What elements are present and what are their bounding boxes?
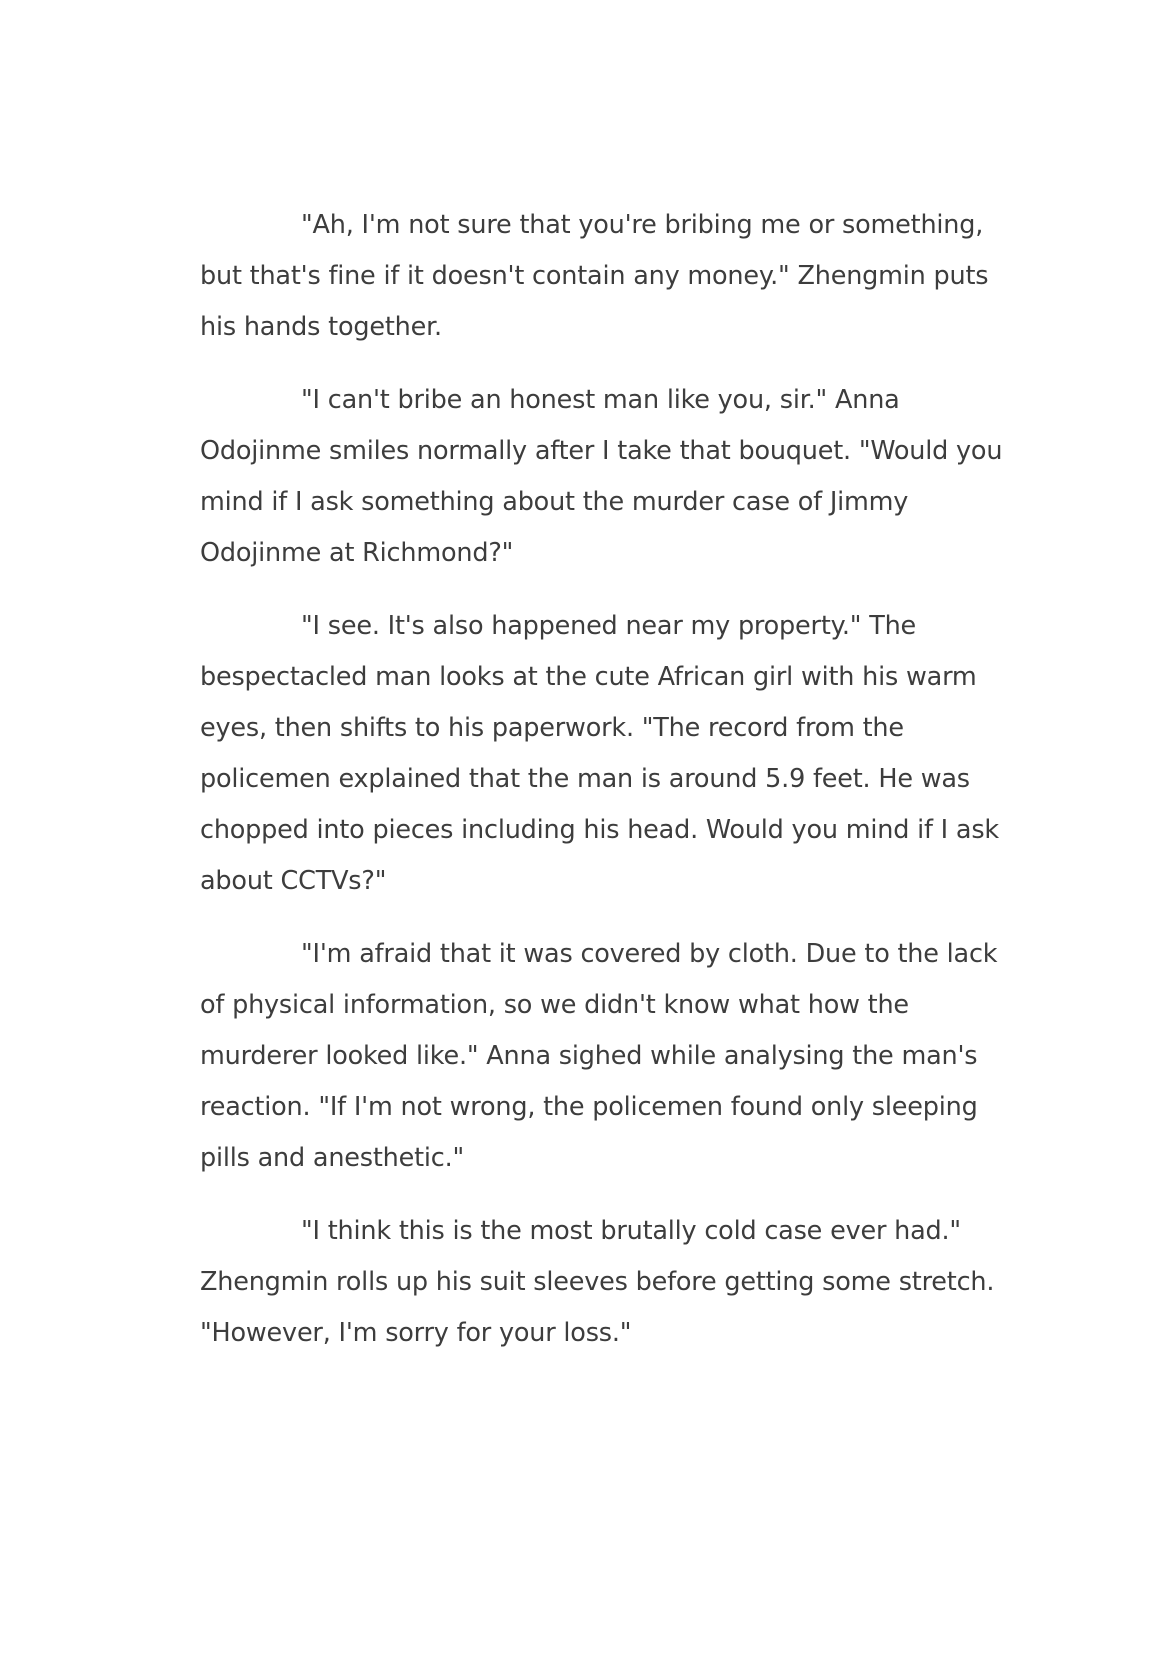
paragraph-line: "Ah, I'm not sure that you're bribing me or something,	[301, 210, 984, 240]
paragraph-line: about CCTVs?"	[200, 866, 387, 896]
paragraph-4	[200, 929, 998, 1184]
paragraph-1	[200, 200, 989, 353]
paragraph-line: reaction. "If I'm not wrong, the policemen found only sleeping	[200, 1092, 978, 1122]
paragraph-line: eyes, then shifts to his paperwork. "The record from the	[200, 713, 904, 743]
paragraph-line: chopped into pieces including his head. Would you mind if I ask	[200, 815, 999, 845]
paragraph-line: "I can't bribe an honest man like you, sir." Anna	[301, 385, 900, 415]
paragraph-line: "I'm afraid that it was covered by cloth. Due to the lack	[301, 939, 998, 969]
paragraph-line: Odojinme smiles normally after I take that bouquet. "Would you	[200, 436, 1003, 466]
paragraph-line: "However, I'm sorry for your loss."	[200, 1318, 632, 1348]
paragraph-line: his hands together.	[200, 312, 442, 342]
paragraph-3	[200, 601, 999, 907]
paragraph-2	[200, 375, 1003, 579]
paragraph-line: pills and anesthetic."	[200, 1143, 465, 1173]
paragraph-line: Odojinme at Richmond?"	[200, 538, 514, 568]
paragraph-line: "I think this is the most brutally cold case ever had."	[301, 1216, 961, 1246]
paragraph-5	[200, 1206, 995, 1359]
paragraph-line: mind if I ask something about the murder case of Jimmy	[200, 487, 909, 517]
story-text-body	[200, 200, 1003, 1381]
paragraph-line: but that's fine if it doesn't contain any money." Zhengmin puts	[200, 261, 989, 291]
paragraph-line: policemen explained that the man is around 5.9 feet. He was	[200, 764, 970, 794]
paragraph-line: Zhengmin rolls up his suit sleeves before getting some stretch.	[200, 1267, 995, 1297]
paragraph-line: "I see. It's also happened near my property." The	[301, 611, 917, 641]
paragraph-line: bespectacled man looks at the cute African girl with his warm	[200, 662, 977, 692]
paragraph-line: murderer looked like." Anna sighed while analysing the man's	[200, 1041, 978, 1071]
paragraph-line: of physical information, so we didn't know what how the	[200, 990, 909, 1020]
